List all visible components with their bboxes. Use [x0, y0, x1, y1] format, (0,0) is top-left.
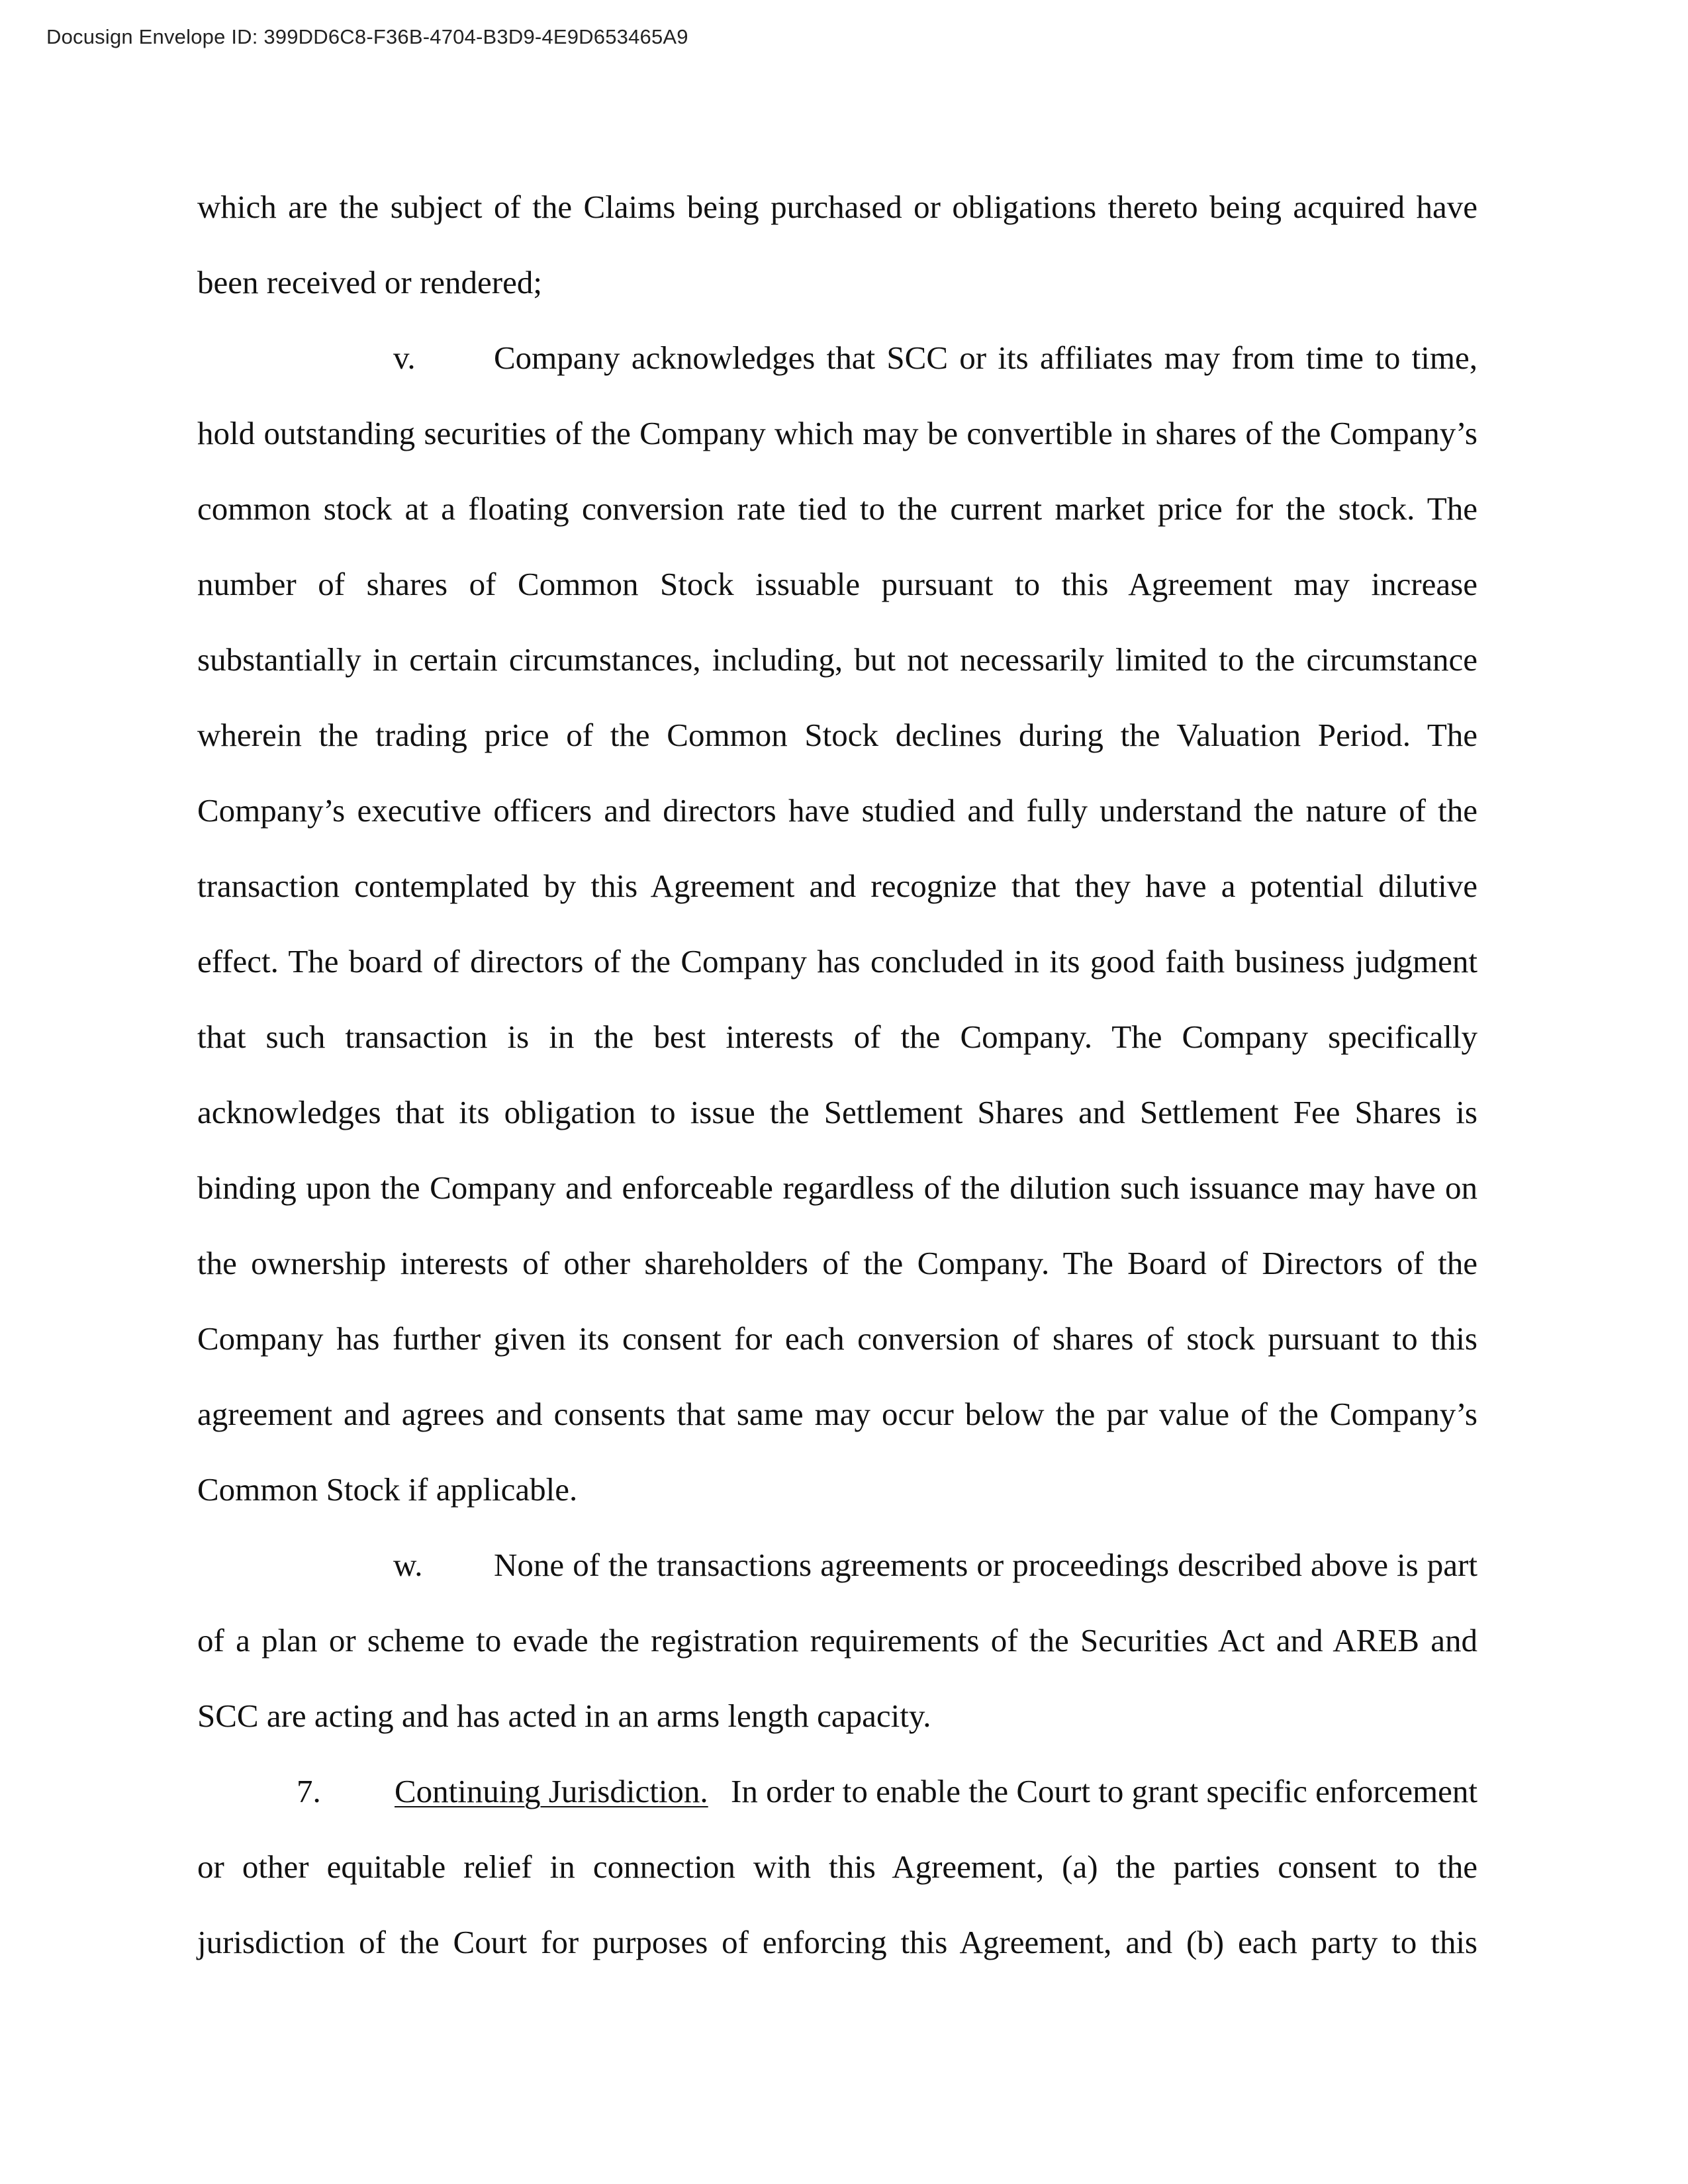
- body-line-13: acknowledges that its obligation to issue the Settlement Shares and Settlement Fee Shares is: [197, 1094, 1477, 1130]
- item-w-first-line: None of the transactions agreements or proceedings described above is part: [494, 1547, 1477, 1583]
- item-v-first-line: Company acknowledges that SCC or its affiliates may from time to time,: [494, 340, 1477, 376]
- body-line-7: substantially in certain circumstances, including, but not necessarily limited to the circumstance: [197, 641, 1477, 678]
- body-line-4: hold outstanding securities of the Company which may be convertible in shares of the Company’s: [197, 415, 1477, 451]
- body-line-9: Company’s executive officers and directors have studied and fully understand the nature of the: [197, 792, 1477, 829]
- body-line-14: binding upon the Company and enforceable regardless of the dilution such issuance may have on: [197, 1169, 1477, 1206]
- body-line-10: transaction contemplated by this Agreement and recognize that they have a potential dilutive: [197, 868, 1477, 904]
- body-line-6: number of shares of Common Stock issuable pursuant to this Agreement may increase: [197, 566, 1477, 602]
- item-w-label: w.: [393, 1547, 423, 1583]
- body-line-23: or other equitable relief in connection with this Agreement, (a) the parties consent to the: [197, 1848, 1477, 1885]
- body-line-17: agreement and agrees and consents that same may occur below the par value of the Company’s: [197, 1396, 1477, 1432]
- body-line-18: Common Stock if applicable.: [197, 1471, 578, 1508]
- body-line-20: of a plan or scheme to evade the registration requirements of the Securities Act and AREB and: [197, 1622, 1477, 1659]
- section-7-heading: Continuing Jurisdiction.: [395, 1773, 708, 1809]
- item-v-label: v.: [393, 340, 416, 376]
- body-line-8: wherein the trading price of the Common Stock declines during the Valuation Period. The: [197, 717, 1477, 753]
- body-line-11: effect. The board of directors of the Company has concluded in its good faith business judgment: [197, 943, 1477, 979]
- body-line-12: that such transaction is in the best interests of the Company. The Company specifically: [197, 1019, 1477, 1055]
- body-line-24: jurisdiction of the Court for purposes of enforcing this Agreement, and (b) each party to this: [197, 1924, 1477, 1960]
- body-line-2: been received or rendered;: [197, 264, 542, 300]
- body-line-5: common stock at a floating conversion rate tied to the current market price for the stock. The: [197, 490, 1477, 527]
- section-7-number: 7.: [297, 1773, 321, 1809]
- body-line-21: SCC are acting and has acted in an arms length capacity.: [197, 1698, 931, 1734]
- section-7-first-line: In order to enable the Court to grant specific enforcement: [731, 1773, 1477, 1809]
- docusign-envelope-id: Docusign Envelope ID: 399DD6C8-F36B-4704-B3D9-4E9D653465A9: [46, 25, 688, 48]
- body-line-15: the ownership interests of other shareholders of the Company. The Board of Directors of the: [197, 1245, 1477, 1281]
- body-line-16: Company has further given its consent for each conversion of shares of stock pursuant to this: [197, 1320, 1477, 1357]
- body-line-1: which are the subject of the Claims being purchased or obligations thereto being acquired have: [197, 189, 1477, 225]
